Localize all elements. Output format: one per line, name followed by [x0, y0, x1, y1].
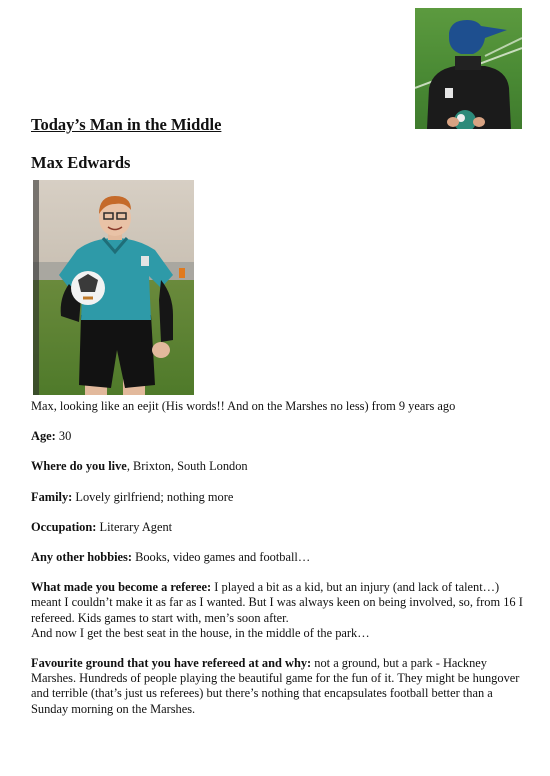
photo-caption: Max, looking like an eejit (His words!! And on the Marshes no less) from 9 years ago	[31, 399, 456, 413]
qa-age	[31, 429, 527, 444]
anonymous-referee-photo	[415, 8, 522, 129]
qa-hobbies	[31, 550, 527, 565]
qa-answer: 30	[55, 429, 72, 444]
qa-answer: not a ground, but a park - Hackney Marshes. Hundreds of people playing the beautiful game for the fun of it. They might be hungover and terrible (that’s just us referees) but there’s nothing that encapsulates football better than a Sunday morning on the Marshes.	[31, 656, 520, 716]
qa-residence	[31, 459, 527, 474]
referee-name: Max Edwards	[31, 153, 131, 172]
qa-label: Age:	[31, 429, 56, 444]
referee-portrait-photo	[33, 180, 194, 395]
qa-label: Family:	[31, 489, 73, 504]
qa-answer-extra: And now I get the best seat in the house, in the middle of the park…	[31, 625, 370, 640]
qa-answer: Books, video games and football…	[131, 550, 311, 565]
qa-label: Where do you live	[31, 459, 127, 474]
qa-label: Any other hobbies:	[31, 550, 132, 565]
qa-answer: I played a bit as a kid, but an injury (and lack of talent…) meant I couldn’t make it as far as I wanted. But I was always keen on being involved, so, from 16 I refereed. Kids games to start with, men’s soon after.	[31, 580, 523, 625]
article-body	[31, 399, 527, 732]
qa-answer: , Brixton, South London	[126, 459, 248, 474]
qa-favourite-ground	[31, 656, 527, 717]
qa-label: Occupation:	[31, 519, 97, 534]
qa-answer: Lovely girlfriend; nothing more	[72, 489, 234, 504]
qa-why-referee	[31, 580, 527, 641]
qa-family	[31, 490, 527, 505]
qa-label: What made you become a referee:	[31, 580, 212, 595]
qa-label: Favourite ground that you have refereed at and why:	[31, 656, 312, 671]
section-title: Today’s Man in the Middle	[31, 115, 222, 134]
qa-occupation	[31, 520, 527, 535]
qa-answer: Literary Agent	[96, 519, 173, 534]
